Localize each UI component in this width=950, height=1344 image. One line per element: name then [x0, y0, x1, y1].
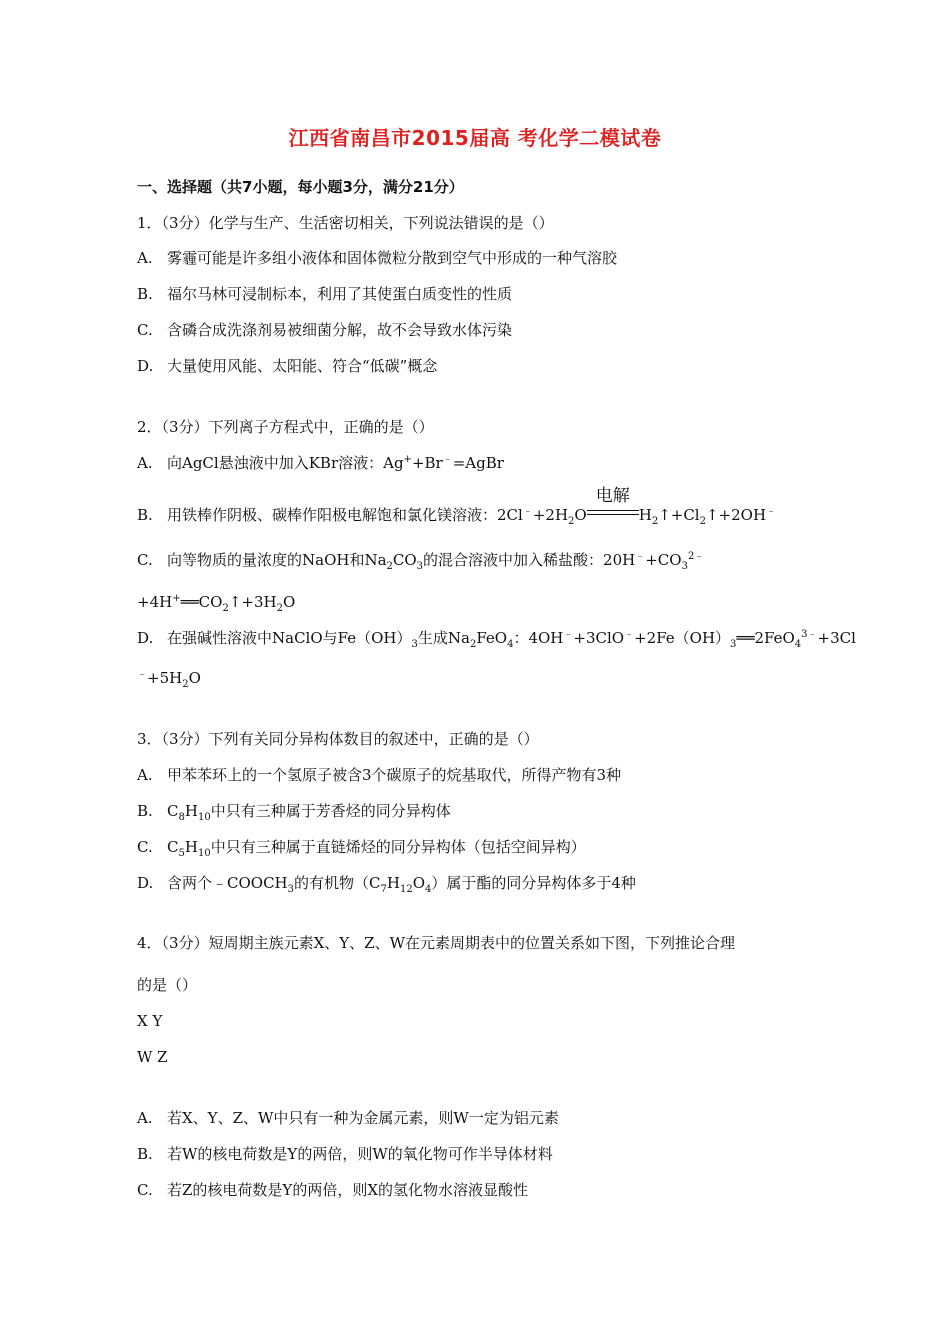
q4-grid-row-2: W Z: [137, 1048, 168, 1066]
q1-option-b: B. 福尔马林可浸制标本，利用了其使蛋白质变性的性质: [137, 285, 513, 303]
section-heading: 一、选择题（共7小题，每小题3分，满分21分）: [137, 178, 464, 196]
page-title: 江西省南昌市2015届高 考化学二模试卷: [288, 126, 662, 150]
q3-option-d: D. 含两个$﹣COOCH_3$的有机物$(C_7H_{12}O_4)$属于酯的同分异构体多于4种: [137, 874, 636, 895]
q4-option-a: A. 若X、Y、Z、W中只有一种为金属元素，则W一定为铝元素: [137, 1109, 559, 1127]
q2-option-c: C. 向等物质的量浓度的NaOH和$Na_2CO_3$的混合溶液中加入稀盐酸：$20H^﹣+CO_3^{2﹣}$: [137, 551, 705, 572]
q1-option-d: D. 大量使用风能、太阳能、符合“低碳”概念: [137, 357, 438, 375]
q3-option-b: B. $C_8H_{10}$中只有三种属于芳香烃的同分异构体: [137, 802, 451, 823]
q4-stem: 4．（3分）短周期主族元素X、Y、Z、W在元素周期表中的位置关系如下图，下列推论合理: [137, 934, 736, 952]
q3-option-a: A. 甲苯苯环上的一个氢原子被含3个碳原子的烷基取代，所得产物有3种: [137, 766, 622, 784]
q4-stem-cont: 的是（）: [137, 976, 198, 994]
q4-option-b: B. 若W的核电荷数是Y的两倍，则W的氧化物可作半导体材料: [137, 1145, 553, 1163]
q2-option-a: A. 向AgCl悬浊液中加入KBr溶液：Ag++Br﹣=AgBr: [137, 454, 504, 472]
electrolysis-condition: 电解: [587, 502, 639, 520]
q2-option-d-cont: $^﹣+5H_2O$: [137, 669, 201, 690]
q3-stem: 3．（3分）下列有关同分异构体数目的叙述中，正确的是（）: [137, 730, 539, 748]
q2-option-b: B. 用铁棒作阴极、碳棒作阳极电解饱和氯化镁溶液：$2Cl^﹣+2H_2O$ 电解 $H_2↑+Cl_2↑+2OH^﹣$: [137, 486, 777, 527]
q3-option-c: C. $C_5H_{10}$中只有三种属于直链烯烃的同分异构体（包括空间异构）: [137, 838, 586, 859]
q2-stem: 2．（3分）下列离子方程式中，正确的是（）: [137, 418, 434, 436]
q4-grid-row-1: X Y: [137, 1012, 163, 1030]
q2-option-d: D. 在强碱性溶液中NaClO与$Fe(OH)_3$生成$Na_2FeO_4$：$4OH^﹣+3ClO^﹣+2Fe(OH)_3══2FeO_4^{3﹣}+3Cl$: [137, 629, 856, 650]
q1-option-a: A. 雾霾可能是许多组小液体和固体微粒分散到空气中形成的一种气溶胶: [137, 249, 618, 267]
q2-option-c-cont: $+4H^+══CO_2↑+3H_2O$: [137, 593, 296, 614]
q1-stem: 1．（3分）化学与生产、生活密切相关，下列说法错误的是（）: [137, 214, 554, 232]
q1-option-c: C. 含磷合成洗涤剂易被细菌分解，故不会导致水体污染: [137, 321, 513, 339]
q4-option-c: C. 若Z的核电荷数是Y的两倍，则X的氢化物水溶液显酸性: [137, 1181, 529, 1199]
